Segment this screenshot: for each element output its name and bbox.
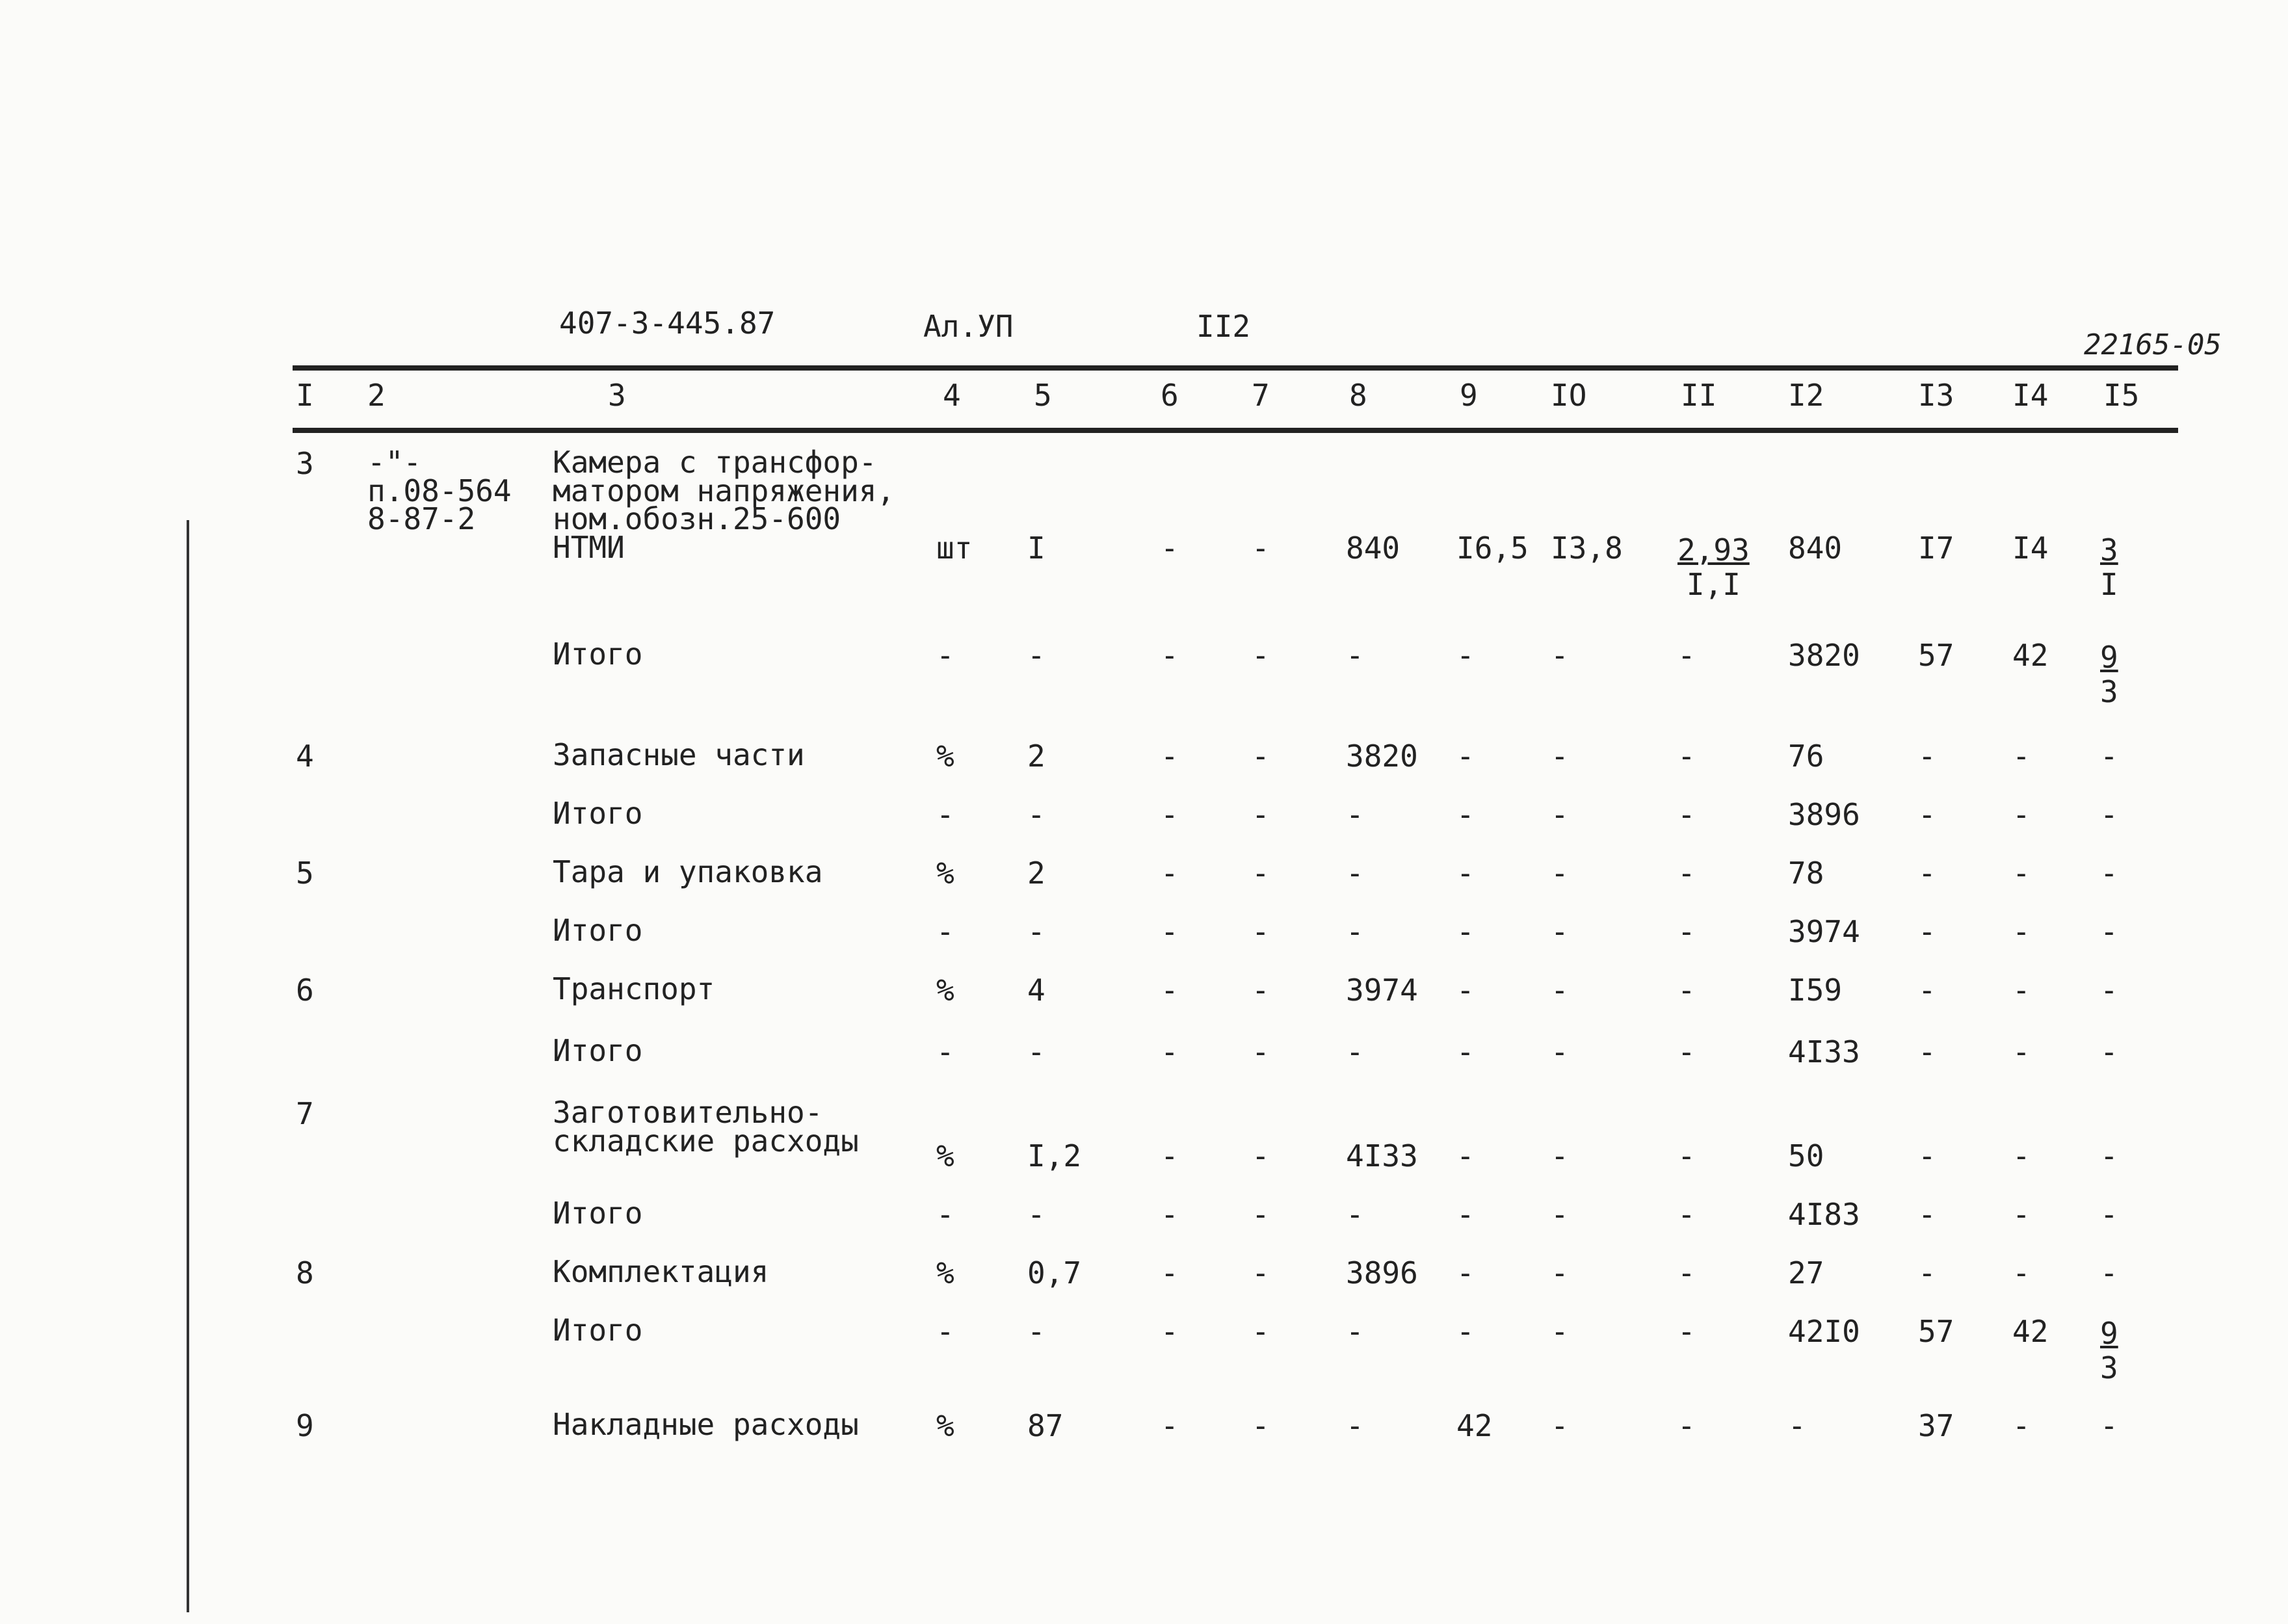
cell-col4: % <box>936 739 954 774</box>
cell-col10: - <box>1551 797 1569 832</box>
cell-col4: % <box>936 1138 954 1173</box>
cell-col13: I7 <box>1918 530 1954 566</box>
cell-col8: 3974 <box>1346 973 1418 1008</box>
cell-col6: - <box>1161 1408 1179 1443</box>
cell-col10: - <box>1551 1197 1569 1232</box>
cell-col14: - <box>2012 739 2031 774</box>
row-number: 4 <box>296 739 314 774</box>
cell-col11: - <box>1677 739 1696 774</box>
cell-col12: 3974 <box>1788 914 1860 949</box>
cell-col15: - <box>2100 1034 2118 1069</box>
cell-col7: - <box>1252 530 1270 566</box>
row-name: Камера с трансфор- матором напряжения, ном.обозн.25-600 НТМИ <box>553 445 895 566</box>
row-number: 9 <box>296 1408 314 1443</box>
cell-col4: - <box>936 1197 954 1232</box>
cell-col9: I6,5 <box>1456 530 1529 566</box>
cell-col15: - <box>2100 856 2118 891</box>
cell-col13: - <box>1918 856 1936 891</box>
cell-col15: - <box>2100 739 2118 774</box>
cell-col4: шт <box>936 530 973 566</box>
row-name: Заготовительно- складские расходы <box>553 1095 859 1159</box>
cell-col4: % <box>936 856 954 891</box>
column-header-12: I2 <box>1788 378 1824 413</box>
cell-col14: 42 <box>2012 1314 2049 1349</box>
cell-col13: - <box>1918 973 1936 1008</box>
cell-col7: - <box>1252 856 1270 891</box>
row-name: Транспорт <box>553 971 715 1006</box>
row-name: Тара и упаковка <box>553 854 823 889</box>
cell-col11: - <box>1677 1197 1696 1232</box>
cell-col9: 42 <box>1456 1408 1493 1443</box>
cell-col13: - <box>1918 1034 1936 1069</box>
cell-col8: - <box>1346 1314 1364 1349</box>
cell-col11: - <box>1677 797 1696 832</box>
fraction-numerator: 9 <box>2100 640 2118 675</box>
cell-col5: 0,7 <box>1027 1255 1082 1290</box>
cell-col12: 50 <box>1788 1138 1824 1173</box>
column-header-15: I5 <box>2103 378 2140 413</box>
fraction-cell-col15 <box>2100 640 2118 709</box>
cell-col7: - <box>1252 1197 1270 1232</box>
cell-col4: - <box>936 1314 954 1349</box>
column-header-2: 2 <box>367 378 386 413</box>
cell-col7: - <box>1252 1255 1270 1290</box>
row-name: Комплектация <box>553 1254 769 1289</box>
header-rule-bottom <box>293 428 2178 433</box>
cell-col13: 57 <box>1918 1314 1954 1349</box>
cell-col15: - <box>2100 914 2118 949</box>
cell-col5: I,2 <box>1027 1138 1082 1173</box>
column-header-3: 3 <box>608 378 626 413</box>
row-name: Итого <box>553 1033 643 1068</box>
cell-col14: - <box>2012 1408 2031 1443</box>
cell-col10: - <box>1551 739 1569 774</box>
cell-col6: - <box>1161 530 1179 566</box>
header-rule-top <box>293 365 2178 371</box>
cell-col10: - <box>1551 973 1569 1008</box>
cell-col14: - <box>2012 973 2031 1008</box>
cell-col12: 840 <box>1788 530 1843 566</box>
column-header-6: 6 <box>1161 378 1179 413</box>
cell-col4: - <box>936 797 954 832</box>
cell-col6: - <box>1161 1197 1179 1232</box>
cell-col14: - <box>2012 1034 2031 1069</box>
cell-col13: - <box>1918 797 1936 832</box>
fraction-denominator: 3 <box>2100 674 2118 709</box>
cell-col14: - <box>2012 1138 2031 1173</box>
fraction-numerator: 2,93 <box>1677 532 1750 568</box>
cell-col6: - <box>1161 1314 1179 1349</box>
cell-col14: - <box>2012 1255 2031 1290</box>
cell-col6: - <box>1161 1138 1179 1173</box>
cell-col12: 3896 <box>1788 797 1860 832</box>
cell-col12: I59 <box>1788 973 1843 1008</box>
cell-col4: - <box>936 914 954 949</box>
cell-col7: - <box>1252 797 1270 832</box>
cell-col9: - <box>1456 914 1475 949</box>
cell-col12: 4I83 <box>1788 1197 1860 1232</box>
cell-col8: - <box>1346 856 1364 891</box>
cell-col7: - <box>1252 638 1270 673</box>
cell-col13: 57 <box>1918 638 1954 673</box>
cell-col8: 4I33 <box>1346 1138 1418 1173</box>
cell-col7: - <box>1252 1034 1270 1069</box>
cell-col11: - <box>1677 638 1696 673</box>
cell-col4: - <box>936 638 954 673</box>
cell-col9: - <box>1456 1034 1475 1069</box>
row-name: Итого <box>553 1313 643 1348</box>
cell-col5: - <box>1027 638 1045 673</box>
cell-col11: - <box>1677 1138 1696 1173</box>
cell-col14: - <box>2012 914 2031 949</box>
cell-col14: - <box>2012 856 2031 891</box>
cell-col5: - <box>1027 797 1045 832</box>
row-name: Итого <box>553 913 643 948</box>
cell-col7: - <box>1252 1314 1270 1349</box>
cell-col14: I4 <box>2012 530 2049 566</box>
cell-col9: - <box>1456 797 1475 832</box>
column-header-5: 5 <box>1034 378 1052 413</box>
cell-col14: - <box>2012 797 2031 832</box>
row-number: 7 <box>296 1096 314 1131</box>
cell-col7: - <box>1252 1408 1270 1443</box>
fraction-cell-col11 <box>1677 533 1750 602</box>
fraction-denominator: 3 <box>2100 1350 2118 1385</box>
cell-col10: - <box>1551 856 1569 891</box>
cell-col12: 42I0 <box>1788 1314 1860 1349</box>
cell-col4: - <box>936 1034 954 1069</box>
cell-col11: - <box>1677 1314 1696 1349</box>
cell-col7: - <box>1252 973 1270 1008</box>
cell-col6: - <box>1161 797 1179 832</box>
cell-col9: - <box>1456 638 1475 673</box>
cell-col6: - <box>1161 856 1179 891</box>
cell-col11: - <box>1677 1034 1696 1069</box>
column-header-7: 7 <box>1252 378 1270 413</box>
column-header-8: 8 <box>1349 378 1367 413</box>
cell-col13: - <box>1918 914 1936 949</box>
cell-col9: - <box>1456 1314 1475 1349</box>
cell-col9: - <box>1456 739 1475 774</box>
column-header-13: I3 <box>1918 378 1954 413</box>
cell-col4: % <box>936 1255 954 1290</box>
cell-col5: 4 <box>1027 973 1045 1008</box>
cell-col6: - <box>1161 1034 1179 1069</box>
fraction-denominator: I <box>2100 566 2118 602</box>
doc-code: 407-3-445.87 <box>559 306 776 341</box>
column-header-1: I <box>296 378 314 413</box>
fraction-numerator: 9 <box>2100 1316 2118 1351</box>
cell-col13: - <box>1918 1197 1936 1232</box>
cell-col9: - <box>1456 1138 1475 1173</box>
cell-col9: - <box>1456 1197 1475 1232</box>
cell-col10: - <box>1551 914 1569 949</box>
cell-col12: 27 <box>1788 1255 1824 1290</box>
row-name: Итого <box>553 1196 643 1231</box>
cell-col15: - <box>2100 1197 2118 1232</box>
cell-col9: - <box>1456 1255 1475 1290</box>
cell-col5: I <box>1027 530 1045 566</box>
cell-col13: - <box>1918 1138 1936 1173</box>
row-name: Итого <box>553 796 643 831</box>
row-reference: -"- п.08-564 8-87-2 <box>367 445 512 537</box>
registry-number: 22165-05 <box>2084 328 2222 361</box>
cell-col13: 37 <box>1918 1408 1954 1443</box>
cell-col6: - <box>1161 638 1179 673</box>
cell-col13: - <box>1918 1255 1936 1290</box>
cell-col8: - <box>1346 797 1364 832</box>
cell-col6: - <box>1161 739 1179 774</box>
row-number: 3 <box>296 446 314 481</box>
cell-col7: - <box>1252 739 1270 774</box>
cell-col5: - <box>1027 1197 1045 1232</box>
cell-col8: - <box>1346 1197 1364 1232</box>
column-header-9: 9 <box>1460 378 1478 413</box>
fraction-cell-col15 <box>2100 533 2118 602</box>
column-header-4: 4 <box>943 378 961 413</box>
cell-col10: - <box>1551 1314 1569 1349</box>
cell-col6: - <box>1161 1255 1179 1290</box>
cell-col9: - <box>1456 856 1475 891</box>
cell-col8: - <box>1346 1034 1364 1069</box>
cell-col15: - <box>2100 1138 2118 1173</box>
fraction-numerator: 3 <box>2100 532 2118 568</box>
cell-col9: - <box>1456 973 1475 1008</box>
cell-col10: - <box>1551 1408 1569 1443</box>
cell-col8: 3820 <box>1346 739 1418 774</box>
cell-col10: - <box>1551 1138 1569 1173</box>
cell-col14: 42 <box>2012 638 2049 673</box>
cell-col5: 87 <box>1027 1408 1064 1443</box>
row-number: 8 <box>296 1255 314 1290</box>
cell-col4: % <box>936 1408 954 1443</box>
column-header-10: IO <box>1551 378 1587 413</box>
cell-col14: - <box>2012 1197 2031 1232</box>
cell-col11: - <box>1677 914 1696 949</box>
cell-col5: - <box>1027 1314 1045 1349</box>
row-name: Итого <box>553 636 643 672</box>
cell-col15: - <box>2100 797 2118 832</box>
cell-col15: - <box>2100 973 2118 1008</box>
row-number: 6 <box>296 973 314 1008</box>
column-header-11: II <box>1681 378 1717 413</box>
cell-col5: 2 <box>1027 856 1045 891</box>
cell-col7: - <box>1252 914 1270 949</box>
cell-col10: - <box>1551 638 1569 673</box>
cell-col11: - <box>1677 1255 1696 1290</box>
cell-col5: - <box>1027 914 1045 949</box>
binding-line <box>187 520 189 1612</box>
fraction-denominator: I,I <box>1686 566 1741 602</box>
cell-col12: 76 <box>1788 739 1824 774</box>
cell-col5: - <box>1027 1034 1045 1069</box>
cell-col6: - <box>1161 914 1179 949</box>
cell-col11: - <box>1677 856 1696 891</box>
cell-col15: - <box>2100 1408 2118 1443</box>
cell-col13: - <box>1918 739 1936 774</box>
fraction-cell-col15 <box>2100 1316 2118 1385</box>
cell-col10: I3,8 <box>1551 530 1623 566</box>
cell-col6: - <box>1161 973 1179 1008</box>
cell-col12: 78 <box>1788 856 1824 891</box>
album-label: Ал.УП <box>923 309 1014 344</box>
row-number: 5 <box>296 856 314 891</box>
cell-col8: 840 <box>1346 530 1400 566</box>
cell-col10: - <box>1551 1034 1569 1069</box>
cell-col11: - <box>1677 1408 1696 1443</box>
cell-col11: - <box>1677 973 1696 1008</box>
cell-col8: - <box>1346 638 1364 673</box>
row-name: Запасные части <box>553 737 805 772</box>
cell-col7: - <box>1252 1138 1270 1173</box>
row-name: Накладные расходы <box>553 1407 859 1442</box>
cell-col15: - <box>2100 1255 2118 1290</box>
cell-col8: - <box>1346 1408 1364 1443</box>
cell-col12: 4I33 <box>1788 1034 1860 1069</box>
cell-col10: - <box>1551 1255 1569 1290</box>
cell-col4: % <box>936 973 954 1008</box>
column-header-14: I4 <box>2012 378 2049 413</box>
cell-col12: - <box>1788 1408 1806 1443</box>
page-number: II2 <box>1196 309 1251 344</box>
cell-col8: - <box>1346 914 1364 949</box>
cell-col8: 3896 <box>1346 1255 1418 1290</box>
cell-col5: 2 <box>1027 739 1045 774</box>
cell-col12: 3820 <box>1788 638 1860 673</box>
